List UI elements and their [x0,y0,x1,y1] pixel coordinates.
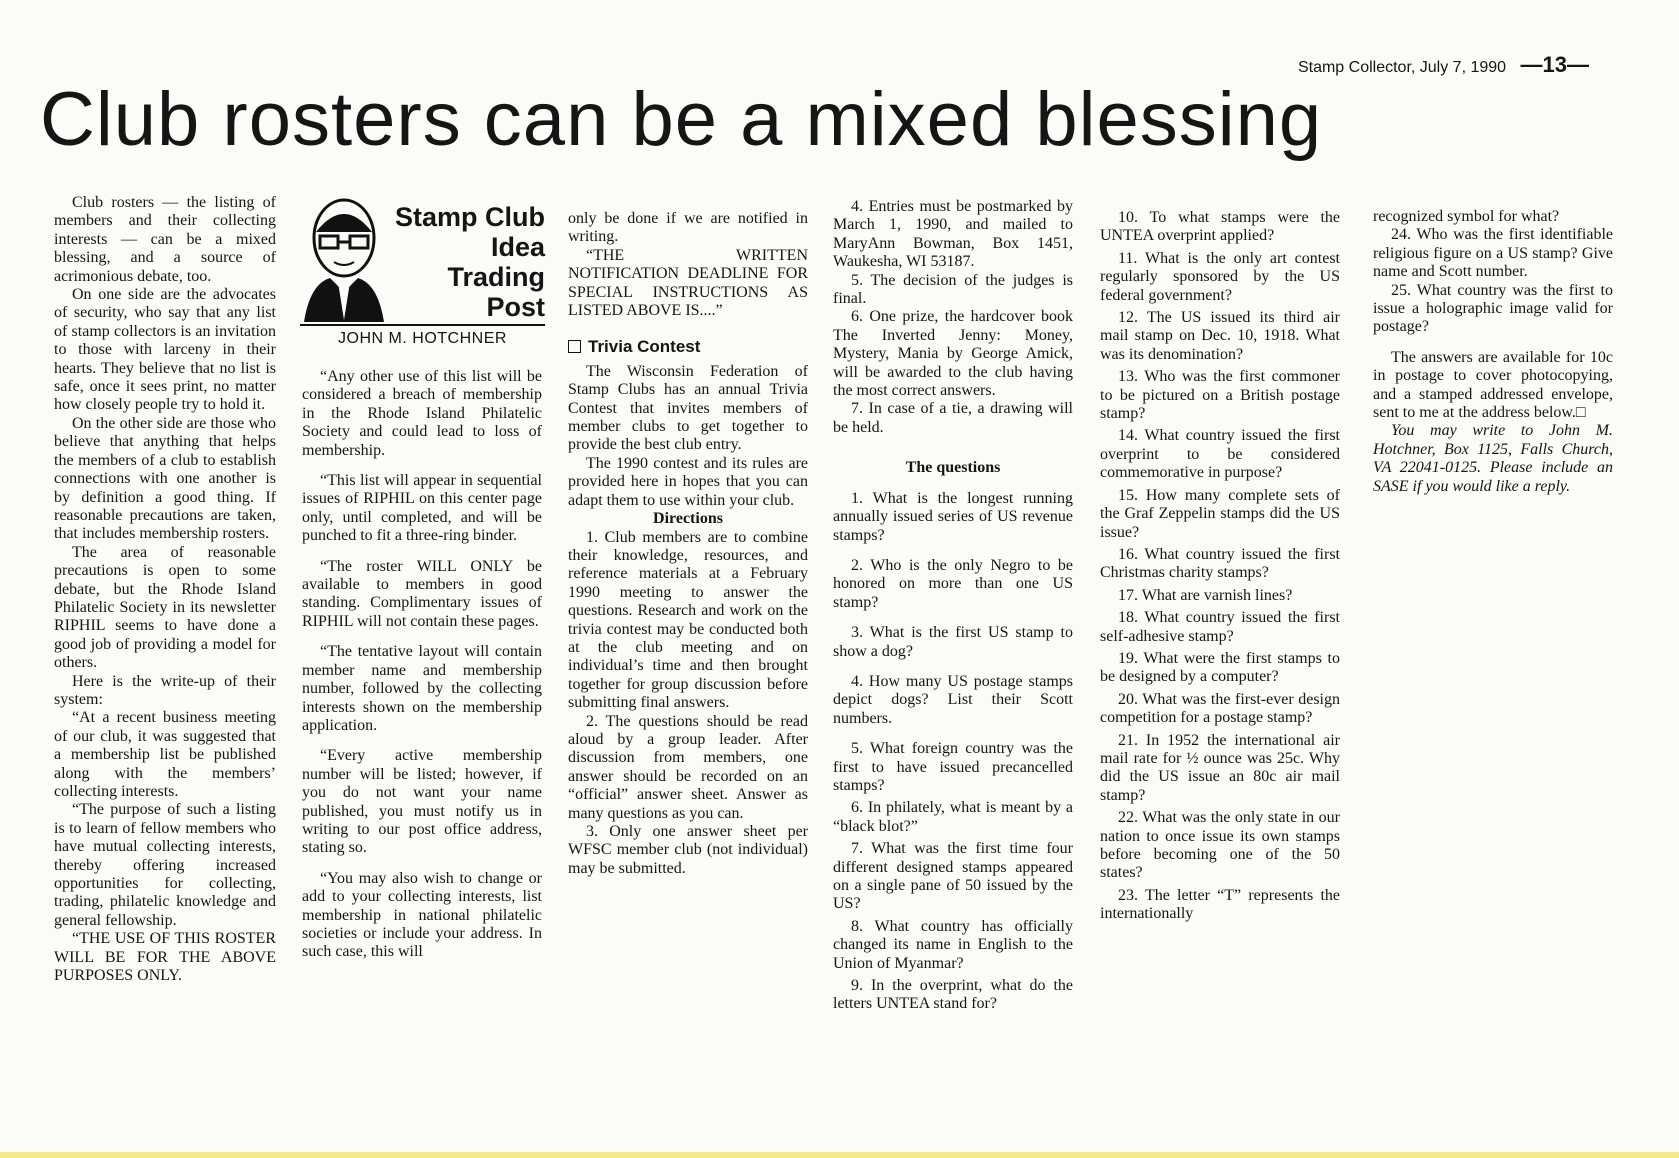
paragraph: Here is the write-up of their system: [54,672,276,708]
page-bottom-edge [0,1152,1679,1158]
author-note: You may write to John M. Hotchner, Box 1125, Falls Church, VA 22041-0125. Please include an SASE if you would like a reply. [1373,422,1613,495]
paragraph: “At a recent business meeting of our club, it was suggested that a membership list be published along with the members’ collecting interests. [54,709,276,800]
paragraph: “This list will appear in sequential issues of RIPHIL on this center page only, until completed, and will be punched to fit a three-ring binder. [302,472,542,545]
page-header [1298,52,1589,78]
paragraph: “THE WRITTEN NOTIFICATION DEADLINE FOR SPECIAL INSTRUCTIONS AS LISTED ABOVE IS....” [568,246,808,320]
section-heading [568,338,808,356]
question: 21. In 1952 the international air mail rate for ½ ounce was 25c. Why did the US issue an 80c air mail stamp? [1100,731,1340,804]
paragraph: 1. Club members are to combine their knowledge, resources, and reference materials at a February 1990 meeting to answer the questions. Research and work on the trivia contest may be conducted both at the club meeting and on individual’s time and then brought together for group discussion before submitting final answers. [568,528,808,712]
question: 12. The US issued its third air mail stamp on Dec. 10, 1918. What was its denomination? [1100,309,1340,363]
paragraph: “Any other use of this list will be considered a breach of membership in the Rhode Island Philatelic Society and could lead to loss of membership. [302,368,542,459]
paragraph: 3. Only one answer sheet per WFSC member club (not individual) may be submitted. [568,823,808,877]
column-title-line: Post [486,292,545,322]
column-3 [568,210,808,878]
paragraph: “The roster WILL ONLY be available to members in good standing. Complimentary issues of RIPHIL will not contain these pages. [302,557,542,630]
column-4 [833,198,1073,1014]
section-title: Trivia Contest [588,337,701,357]
paragraph: “You may also wish to change or add to your collecting interests, list membership in national philatelic societies or include your address. In such case, this will [302,869,542,961]
column-6 [1373,208,1613,496]
directions-heading: Directions [653,510,723,528]
question: 3. What is the first US stamp to show a dog? [833,624,1073,660]
question: 22. What was the only state in our nation to once issue its own stamps before becoming one of the 50 states? [1100,809,1340,882]
column-5 [1100,205,1340,924]
paragraph: only be done if we are notified in writing. [568,210,808,246]
question: 13. Who was the first commoner to be pictured on a British postage stamp? [1100,368,1340,423]
headline: Club rosters can be a mixed blessing [40,77,1323,162]
question: 1. What is the longest running annually issued series of US revenue stamps? [833,489,1073,544]
question: 20. What was the first-ever design competition for a postage stamp? [1100,690,1340,727]
paragraph: “The purpose of such a listing is to learn of fellow members who have mutual collecting interests, thereby offering increased opportunities for collecting, trading, philatelic knowledge and general fellowship. [54,801,276,929]
paragraph: 5. The decision of the judges is final. [833,271,1073,308]
paragraph: On one side are the advocates of security, who say that any list of stamp collectors is an invitation to those with larceny in their hearts. They believe that no list is safe, once it sees print, no matter how closely people try to hold it. [54,286,276,414]
column-title-line: Idea [490,232,545,262]
question: 15. How many complete sets of the Graf Zeppelin stamps did the US issue? [1100,486,1340,541]
question: 10. To what stamps were the UNTEA overprint applied? [1100,209,1340,245]
question: recognized symbol for what? [1373,208,1560,225]
question: 14. What country issued the first overprint to be considered commemorative in purpose? [1100,427,1340,482]
question: 25. What country was the first to issue a holographic image valid for postage? [1373,281,1613,336]
question: 6. In philately, what is meant by a “black blot?” [833,799,1073,835]
page-number: —13— [1520,52,1589,77]
paragraph: The answers are available for 10c in postage to cover photocopying, and a stamped addressed envelope, sent to me at the address below.□ [1373,348,1613,422]
paragraph: The Wisconsin Federation of Stamp Clubs has an annual Trivia Contest that invites members of member clubs to get together to provide the best club entry. [568,362,808,454]
paragraph: 4. Entries must be postmarked by March 1, 1990, and mailed to MaryAnn Bowman, Box 1451, Waukesha, WI 53187. [833,198,1073,271]
publication-line: Stamp Collector, July 7, 1990 [1297,59,1507,76]
question: 19. What were the first stamps to be designed by a computer? [1100,649,1340,686]
paragraph: “The tentative layout will contain member name and membership number, followed by the collecting interests shown on the membership application. [302,643,542,734]
column-title-line: Stamp Club [394,202,545,232]
question: 5. What foreign country was the first to have issued precancelled stamps? [833,740,1073,794]
question: 2. Who is the only Negro to be honored on more than one US stamp? [833,556,1073,611]
question: 17. What are varnish lines? [1118,586,1293,604]
question: 23. The letter “T” represents the internationally [1100,886,1340,923]
checkbox-icon [568,340,581,353]
question: 18. What country issued the first self-adhesive stamp? [1100,609,1340,645]
paragraph: Club rosters — the listing of members and their collecting interests — can be a mixed blessing, and a source of acrimonious debate, too. [54,194,276,285]
paragraph: “Every active membership number will be listed; however, if you do not want your name published, you must notify us in writing to our post office address, stating so. [302,747,542,857]
paragraph: 7. In case of a tie, a drawing will be held. [833,400,1073,436]
column-1 [54,194,276,985]
paragraph: On the other side are those who believe that anything that helps the members of a club to establish connections with one another is by definition a good thing. If reasonable precautions are taken, that includes membership rosters. [54,414,276,543]
paragraph: The 1990 contest and its rules are provided here in hopes that you can adapt them to use within your club. [568,454,808,509]
question: 8. What country has officially changed its name in English to the Union of Myanmar? [833,917,1073,972]
byline: JOHN M. HOTCHNER [338,330,507,347]
question: 16. What country issued the first Christmas charity stamps? [1100,545,1340,582]
paragraph: “THE USE OF THIS ROSTER WILL BE FOR THE ABOVE PURPOSES ONLY. [54,930,276,985]
question: 9. In the overprint, what do the letters UNTEA stand for? [833,977,1073,1013]
paragraph: 2. The questions should be read aloud by a group leader. After discussion from members, one answer should be recorded on an “official” answer sheet. Answer as many questions as you can. [568,712,808,822]
question: 24. Who was the first identifiable religious figure on a US stamp? Give name and Scott number. [1373,226,1613,281]
question: 4. How many US postage stamps depict dogs? List their Scott numbers. [833,672,1073,727]
column-title-line: Trading [447,262,545,292]
question: 7. What was the first time four different designed stamps appeared on a single pane of 50 issued by the US? [833,840,1073,913]
paragraph: The area of reasonable precautions is open to some debate, but the Rhode Island Philatelic Society in its newsletter RIPHIL seems to have done a good job of providing a model for others. [54,543,276,672]
questions-heading: The questions [905,459,1001,477]
column-2 [302,194,542,962]
paragraph: 6. One prize, the hardcover book The Inverted Jenny: Money, Mystery, Mania by George Amick, will be awarded to the club having the most correct answers. [833,308,1073,400]
question: 11. What is the only art contest regularly sponsored by the US federal government? [1100,249,1340,304]
